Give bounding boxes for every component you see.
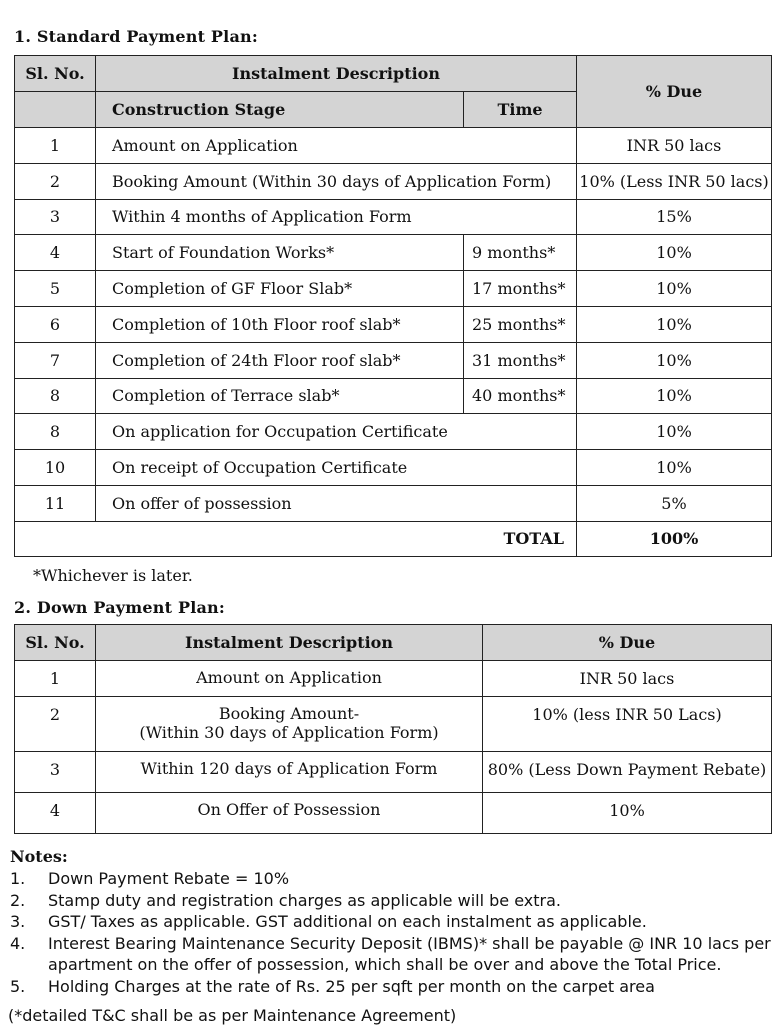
total-value: 100% bbox=[577, 521, 772, 556]
standard-plan-heading: 1. Standard Payment Plan: bbox=[14, 27, 258, 46]
whichever-later-footnote: *Whichever is later. bbox=[33, 566, 193, 585]
table-row bbox=[15, 199, 772, 235]
due-cell: 10% bbox=[577, 378, 772, 414]
note-text: Holding Charges at the rate of Rs. 25 per sqft per month on the carpet area bbox=[48, 976, 655, 996]
standard-plan-rows bbox=[15, 128, 772, 522]
sl-no-cell: 2 bbox=[15, 697, 96, 752]
stage-cell: On application for Occupation Certificate bbox=[96, 414, 577, 450]
header-construction-stage: Construction Stage bbox=[96, 92, 464, 128]
notes-list bbox=[10, 868, 775, 997]
table-row bbox=[15, 163, 772, 199]
table-row bbox=[15, 661, 772, 697]
sl-no-cell: 1 bbox=[15, 128, 96, 164]
header-time: Time bbox=[464, 92, 577, 128]
note-number: 1. bbox=[10, 869, 26, 888]
table-row bbox=[15, 342, 772, 378]
sl-no-cell: 1 bbox=[15, 661, 96, 697]
description-cell bbox=[96, 697, 483, 752]
table-row bbox=[15, 128, 772, 164]
header-instalment-description: Instalment Description bbox=[96, 56, 577, 92]
description-cell bbox=[96, 752, 483, 793]
sl-no-cell: 10 bbox=[15, 450, 96, 486]
description-line: On Offer of Possession bbox=[197, 800, 381, 819]
table-row bbox=[15, 378, 772, 414]
stage-cell: Completion of GF Floor Slab* bbox=[96, 271, 464, 307]
note-item bbox=[10, 868, 775, 890]
sl-no-cell: 4 bbox=[15, 235, 96, 271]
sl-no-cell: 11 bbox=[15, 485, 96, 521]
table-row bbox=[15, 271, 772, 307]
description-cell bbox=[96, 793, 483, 834]
due-cell: 5% bbox=[577, 485, 772, 521]
table-row bbox=[15, 793, 772, 834]
due-cell: 10% bbox=[577, 271, 772, 307]
note-item bbox=[10, 911, 775, 933]
table-row bbox=[15, 414, 772, 450]
down-payment-table bbox=[14, 624, 772, 834]
time-cell: 25 months* bbox=[464, 306, 577, 342]
table-row bbox=[15, 235, 772, 271]
description-line: Amount on Application bbox=[196, 668, 382, 687]
due-cell: 10% bbox=[577, 342, 772, 378]
header-percent-due: % Due bbox=[577, 56, 772, 128]
due-cell: 15% bbox=[577, 199, 772, 235]
standard-payment-table bbox=[14, 55, 772, 557]
sl-no-cell: 8 bbox=[15, 378, 96, 414]
down-plan-heading: 2. Down Payment Plan: bbox=[14, 598, 225, 617]
due-cell: 10% bbox=[577, 450, 772, 486]
note-item bbox=[10, 976, 775, 998]
header-blank bbox=[15, 92, 96, 128]
due-cell: INR 50 lacs bbox=[483, 661, 772, 697]
description-cell bbox=[96, 661, 483, 697]
time-cell: 40 months* bbox=[464, 378, 577, 414]
sl-no-cell: 5 bbox=[15, 271, 96, 307]
table-row bbox=[15, 485, 772, 521]
notes-title: Notes: bbox=[10, 847, 68, 866]
note-number: 3. bbox=[10, 912, 26, 931]
due-cell: 10% bbox=[483, 793, 772, 834]
stage-cell: On offer of possession bbox=[96, 485, 577, 521]
sl-no-cell: 3 bbox=[15, 199, 96, 235]
sl-no-cell: 4 bbox=[15, 793, 96, 834]
stage-cell: Booking Amount (Within 30 days of Application Form) bbox=[96, 163, 577, 199]
total-label: TOTAL bbox=[15, 521, 577, 556]
header-percent-due: % Due bbox=[483, 625, 772, 661]
sl-no-cell: 2 bbox=[15, 163, 96, 199]
table-row bbox=[15, 450, 772, 486]
note-item bbox=[10, 890, 775, 912]
description-line: (Within 30 days of Application Form) bbox=[139, 723, 439, 742]
stage-cell: Completion of 24th Floor roof slab* bbox=[96, 342, 464, 378]
due-cell: INR 50 lacs bbox=[577, 128, 772, 164]
stage-cell: Completion of 10th Floor roof slab* bbox=[96, 306, 464, 342]
table-row bbox=[15, 752, 772, 793]
stage-cell: Completion of Terrace slab* bbox=[96, 378, 464, 414]
terms-note: (*detailed T&C shall be as per Maintenance Agreement) bbox=[8, 1006, 457, 1025]
sl-no-cell: 6 bbox=[15, 306, 96, 342]
header-sl-no: Sl. No. bbox=[15, 625, 96, 661]
sl-no-cell: 7 bbox=[15, 342, 96, 378]
sl-no-cell: 3 bbox=[15, 752, 96, 793]
table-row bbox=[15, 697, 772, 752]
note-text: GST/ Taxes as applicable. GST additional on each instalment as applicable. bbox=[48, 912, 647, 931]
due-cell: 10% (less INR 50 Lacs) bbox=[483, 697, 772, 752]
due-cell: 10% bbox=[577, 235, 772, 271]
stage-cell: Amount on Application bbox=[96, 128, 577, 164]
header-sl-no: Sl. No. bbox=[15, 56, 96, 92]
table-row bbox=[15, 306, 772, 342]
due-cell: 10% bbox=[577, 306, 772, 342]
down-plan-rows bbox=[15, 661, 772, 834]
sl-no-cell: 8 bbox=[15, 414, 96, 450]
due-cell: 80% (Less Down Payment Rebate) bbox=[483, 752, 772, 793]
note-number: 5. bbox=[10, 976, 26, 996]
note-number: 4. bbox=[10, 933, 26, 953]
stage-cell: Within 4 months of Application Form bbox=[96, 199, 577, 235]
note-text: Stamp duty and registration charges as applicable will be extra. bbox=[48, 890, 561, 910]
description-line: Booking Amount- bbox=[218, 704, 360, 723]
note-item bbox=[10, 933, 775, 976]
note-number: 2. bbox=[10, 890, 26, 910]
note-text: Down Payment Rebate = 10% bbox=[48, 869, 290, 888]
time-cell: 9 months* bbox=[464, 235, 577, 271]
stage-cell: On receipt of Occupation Certificate bbox=[96, 450, 577, 486]
note-text: Interest Bearing Maintenance Security Deposit (IBMS)* shall be payable @ INR 10 lacs per apartment on the offer of possession, which shall be over and above the Total Price. bbox=[48, 933, 771, 974]
due-cell: 10% (Less INR 50 lacs) bbox=[577, 163, 772, 199]
header-instalment-description: Instalment Description bbox=[96, 625, 483, 661]
description-line: Within 120 days of Application Form bbox=[140, 759, 438, 778]
stage-cell: Start of Foundation Works* bbox=[96, 235, 464, 271]
time-cell: 17 months* bbox=[464, 271, 577, 307]
time-cell: 31 months* bbox=[464, 342, 577, 378]
due-cell: 10% bbox=[577, 414, 772, 450]
